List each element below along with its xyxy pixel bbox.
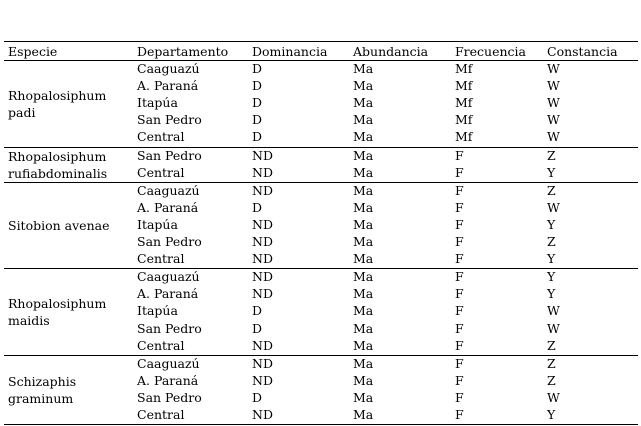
table-cell: Itapúa [137, 216, 178, 232]
table-cell: ND [252, 147, 273, 163]
species-name: rufiabdominalis [8, 165, 108, 181]
table-cell: ND [252, 164, 273, 180]
table-cell: F [455, 337, 464, 353]
table-cell: D [252, 199, 263, 215]
table-cell: Ma [353, 320, 374, 336]
table-cell: Ma [353, 355, 374, 371]
species-name: padi [8, 104, 36, 120]
column-header: Constancia [547, 44, 618, 59]
table-cell: Y [547, 251, 556, 267]
table-cell: Caaguazú [137, 61, 200, 76]
table-cell: D [252, 303, 263, 319]
table-cell: F [455, 182, 464, 198]
table-cell: W [547, 129, 560, 145]
table-cell: Central [137, 129, 185, 145]
table-cell: D [252, 61, 263, 76]
species-name: Schizaphis [8, 373, 77, 389]
table-cell: Itapúa [137, 95, 178, 111]
table-cell: Z [547, 355, 556, 371]
column-header: Abundancia [353, 44, 429, 59]
table-cell: Mf [455, 129, 473, 145]
table-cell: ND [252, 286, 273, 302]
table-cell: ND [252, 337, 273, 353]
table-cell: D [252, 78, 263, 94]
table-cell: W [547, 389, 560, 405]
species-name: Rhopalosiphum [8, 295, 107, 311]
species-name: Sitobion avenae [8, 217, 110, 233]
table-cell: Mf [455, 112, 473, 128]
table-cell: Central [137, 337, 185, 353]
table-cell: ND [252, 372, 273, 388]
table-cell: D [252, 112, 263, 128]
table-cell: Central [137, 164, 185, 180]
table-cell: Caaguazú [137, 355, 200, 371]
header-rule [4, 60, 638, 61]
table-cell: D [252, 129, 263, 145]
table-cell: A. Paraná [137, 286, 199, 302]
table-cell: ND [252, 182, 273, 198]
table-cell: D [252, 320, 263, 336]
table-cell: F [455, 216, 464, 232]
table-cell: A. Paraná [137, 199, 199, 215]
species-name: maidis [8, 312, 50, 328]
table-cell: Y [547, 164, 556, 180]
table-cell: Mf [455, 95, 473, 111]
group-rule [4, 355, 638, 356]
table-cell: F [455, 269, 464, 285]
species-name: Rhopalosiphum [8, 87, 107, 103]
table-cell: ND [252, 269, 273, 285]
table-cell: Y [547, 407, 556, 422]
table-cell: ND [252, 216, 273, 232]
species-name: graminum [8, 390, 74, 406]
table-cell: Ma [353, 337, 374, 353]
group-rule [4, 182, 638, 183]
table-cell: Mf [455, 61, 473, 76]
table-cell: San Pedro [137, 112, 202, 128]
column-header: Frecuencia [455, 44, 526, 59]
table-cell: D [252, 389, 263, 405]
group-rule [4, 268, 638, 269]
table-cell: Central [137, 407, 185, 422]
table-cell: Z [547, 182, 556, 198]
table-cell: Ma [353, 112, 374, 128]
table-cell: F [455, 164, 464, 180]
table-cell: Ma [353, 147, 374, 163]
table-cell: Ma [353, 95, 374, 111]
table-cell: F [455, 286, 464, 302]
table-cell: F [455, 372, 464, 388]
table-cell: W [547, 95, 560, 111]
table-cell: Ma [353, 78, 374, 94]
table-cell: San Pedro [137, 320, 202, 336]
table-cell: Ma [353, 164, 374, 180]
table-cell: F [455, 320, 464, 336]
table-cell: W [547, 303, 560, 319]
table-cell: Y [547, 286, 556, 302]
table-cell: ND [252, 234, 273, 249]
table-cell: Mf [455, 78, 473, 94]
group-rule [4, 424, 638, 425]
table-cell: W [547, 320, 560, 336]
table-cell: F [455, 147, 464, 163]
column-header: Especie [8, 44, 58, 59]
table-cell: F [455, 355, 464, 371]
table-cell: Y [547, 216, 556, 232]
table-cell: San Pedro [137, 147, 202, 163]
table-cell: D [252, 95, 263, 111]
table-cell: F [455, 389, 464, 405]
table-cell: A. Paraná [137, 372, 199, 388]
table-cell: Central [137, 251, 185, 267]
table-cell: W [547, 78, 560, 94]
column-header: Dominancia [252, 44, 328, 59]
table-cell: Ma [353, 129, 374, 145]
table-cell: Ma [353, 407, 374, 422]
table-cell: ND [252, 251, 273, 267]
table-cell: Ma [353, 182, 374, 198]
table-cell: W [547, 199, 560, 215]
table-cell: A. Paraná [137, 78, 199, 94]
table-cell: Z [547, 147, 556, 163]
table-cell: Ma [353, 251, 374, 267]
table-cell: Ma [353, 372, 374, 388]
table-cell: Ma [353, 389, 374, 405]
table-cell: Ma [353, 234, 374, 249]
table-cell: Z [547, 372, 556, 388]
table-cell: F [455, 407, 464, 422]
table-cell: ND [252, 407, 273, 422]
species-name: Rhopalosiphum [8, 148, 107, 164]
table-cell: ND [252, 355, 273, 371]
column-header: Departamento [137, 44, 229, 59]
table-cell: San Pedro [137, 234, 202, 249]
table-cell: Ma [353, 199, 374, 215]
table-cell: Ma [353, 303, 374, 319]
table-cell: F [455, 303, 464, 319]
table-cell: Z [547, 337, 556, 353]
table-cell: W [547, 61, 560, 76]
table-cell: F [455, 199, 464, 215]
table-top-rule [4, 41, 638, 42]
table-cell: Ma [353, 269, 374, 285]
table-cell: W [547, 112, 560, 128]
table-cell: Ma [353, 286, 374, 302]
table-cell: Z [547, 234, 556, 249]
table-cell: F [455, 251, 464, 267]
table-cell: Caaguazú [137, 269, 200, 285]
table-cell: San Pedro [137, 389, 202, 405]
table-cell: Itapúa [137, 303, 178, 319]
table-cell: Caaguazú [137, 182, 200, 198]
table-cell: Y [547, 269, 556, 285]
table-cell: F [455, 234, 464, 249]
table-cell: Ma [353, 61, 374, 76]
table-cell: Ma [353, 216, 374, 232]
